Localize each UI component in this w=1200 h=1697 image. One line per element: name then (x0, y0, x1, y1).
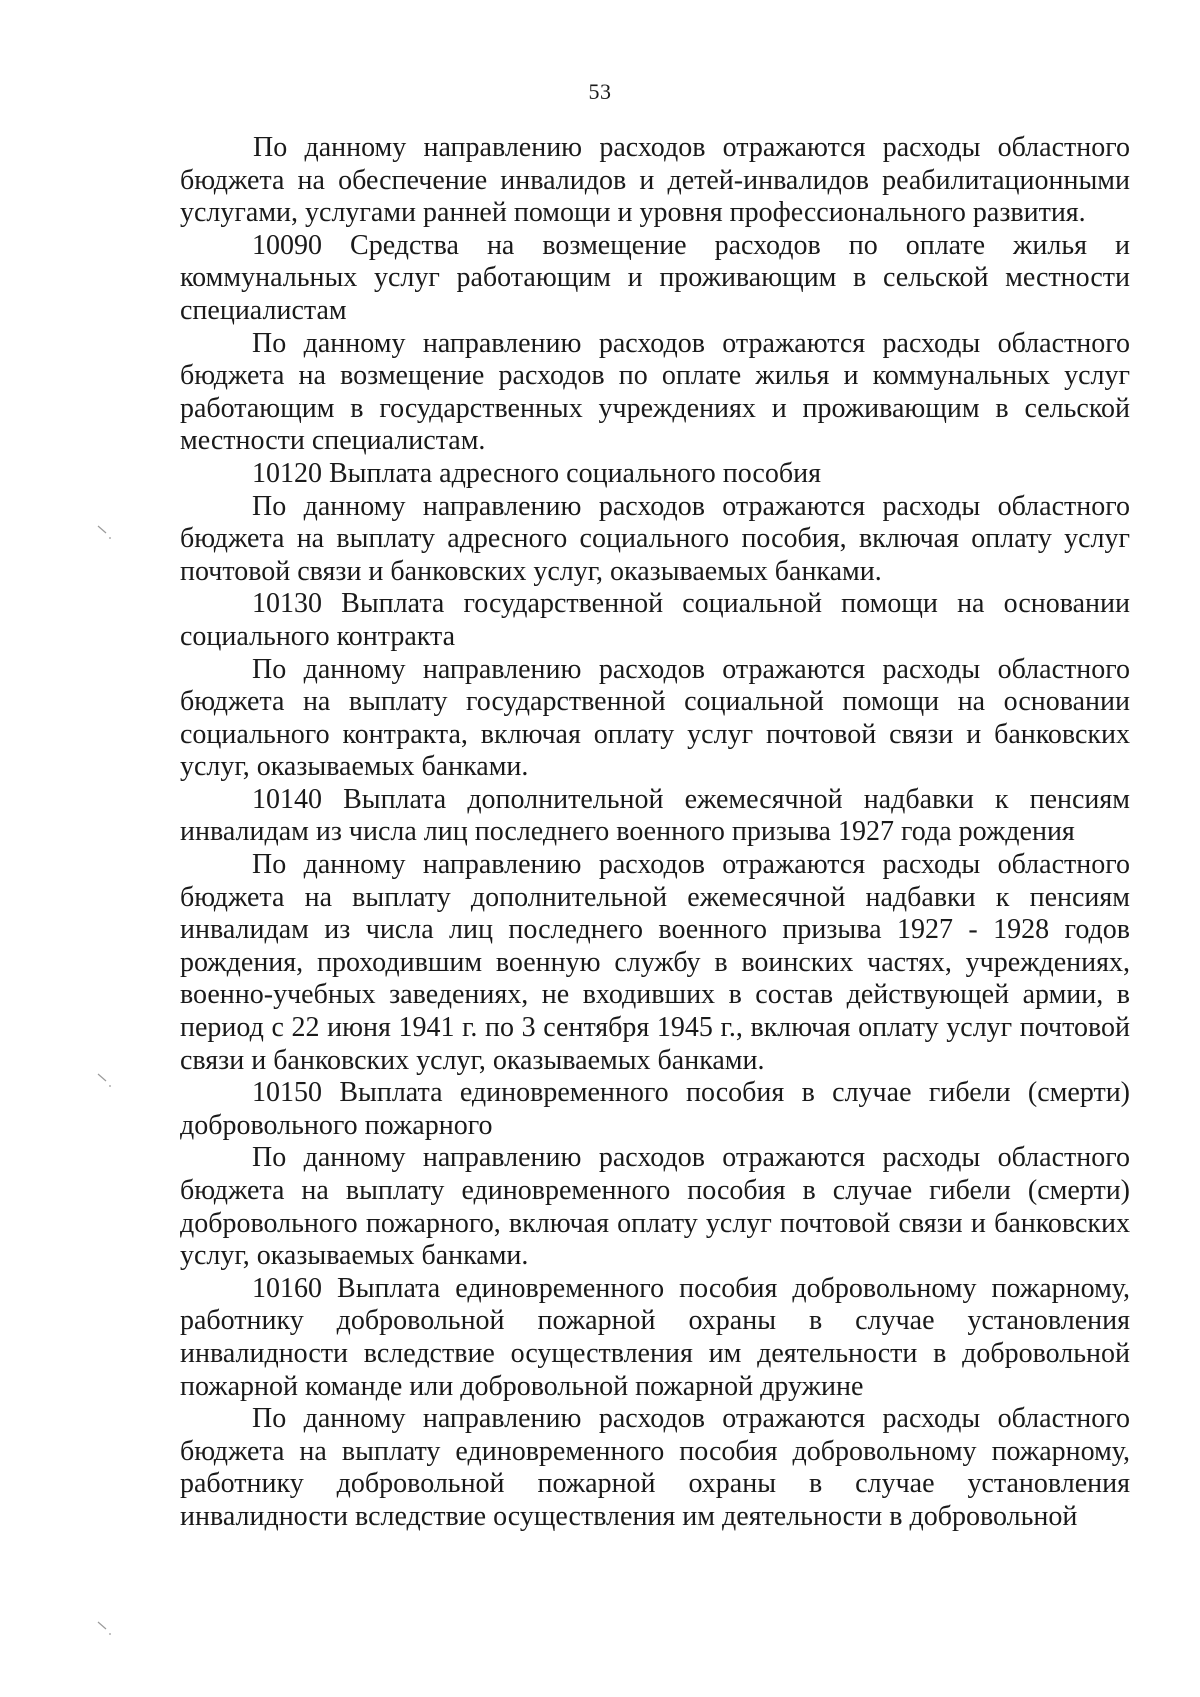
document-body (180, 132, 1130, 1534)
page-number: 53 (588, 79, 612, 104)
paragraph-heading: 10150 Выплата единовременного пособия в случае гибели (смерти) добровольного пожарного (180, 1077, 1130, 1141)
paragraph-body: По данному направлению расходов отражаются расходы областного бюджета на выплату единовременного пособия в случае гибели (смерти) добровольного пожарного, включая оплату услуг почтовой связи и банковских услуг, оказываемых банками. (180, 1142, 1130, 1272)
paragraph-body: По данному направлению расходов отражаются расходы областного бюджета на выплату государственной социальной помощи на основании социального контракта, включая оплату услуг почтовой связи и банковских услуг, оказываемых банками. (180, 653, 1130, 783)
paragraph-body: По данному направлению расходов отражаются расходы областного бюджета на выплату единовременного пособия добровольному пожарному, работнику добровольной пожарной охраны в случае установления инвалидности вследствие осуществления им деятельности в добровольной (180, 1403, 1130, 1532)
paragraph-body: По данному направлению расходов отражаются расходы областного бюджета на возмещение расходов по оплате жилья и коммунальных услуг работающим в государственных учреждениях и проживающим в сельской местности специалистам. (180, 327, 1130, 457)
paragraph-heading: 10090 Средства на возмещение расходов по оплате жилья и коммунальных услуг работающим и проживающим в сельской местности специалистам (180, 229, 1130, 326)
scan-artifact-mark (96, 1072, 118, 1094)
paragraph-body: По данному направлению расходов отражаются расходы областного бюджета на выплату дополнительной ежемесячной надбавки к пенсиям инвалидам из числа лиц последнего военного призыва 1927 - 1928 годов рождения, проходившим военную службу в воинских частях, учреждениях, военно-учебных заведениях, не входивших в состав действующей армии, в период с 22 июня 1941 г. по 3 сентября 1945 г., включая оплату услуг почтовой связи и банковских услуг, оказываемых банками. (180, 849, 1130, 1076)
scan-artifact-mark (96, 524, 118, 546)
paragraph-body: По данному направлению расходов отражаются расходы областного бюджета на выплату адресного социального пособия, включая оплату услуг почтовой связи и банковских услуг, оказываемых банками. (180, 490, 1130, 587)
paragraph-heading: 10160 Выплата единовременного пособия добровольному пожарному, работнику добровольной пожарной охраны в случае установления инвалидности вследствие осуществления им деятельности в добровольной пожарной команде или добровольной пожарной дружине (180, 1272, 1130, 1402)
scan-artifact-mark (96, 1620, 118, 1642)
paragraph-heading: 10140 Выплата дополнительной ежемесячной надбавки к пенсиям инвалидам из числа лиц последнего военного призыва 1927 года рождения (180, 783, 1130, 848)
paragraph-heading: 10130 Выплата государственной социальной помощи на основании социального контракта (180, 588, 1130, 652)
paragraph-body: По данному направлению расходов отражаются расходы областного бюджета на обеспечение инвалидов и детей-инвалидов реабилитационными услугами, услугами ранней помощи и уровня профессионального развития. (180, 132, 1130, 229)
paragraph-heading: 10120 Выплата адресного социального пособия (252, 457, 821, 489)
